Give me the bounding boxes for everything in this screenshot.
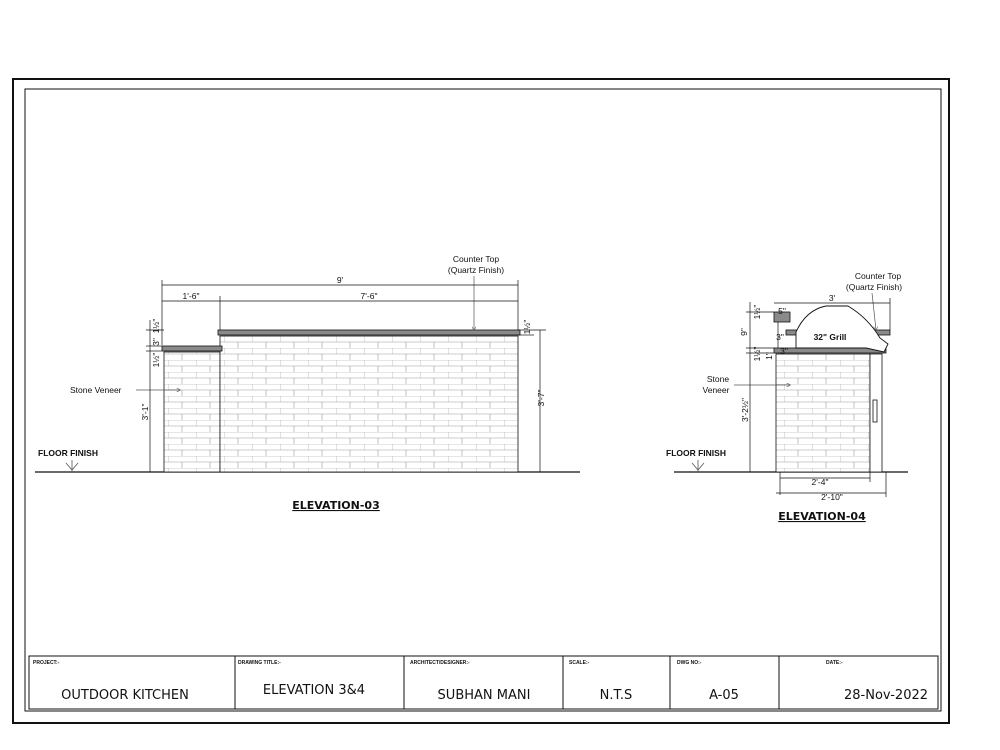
dim-slab-right: 1½" <box>522 319 532 335</box>
dim-3a: 3" <box>776 332 784 342</box>
title-block <box>29 656 938 709</box>
elevation-03 <box>35 254 580 512</box>
grill-label: 32" Grill <box>813 332 847 342</box>
scale-head: SCALE:- <box>569 660 590 666</box>
stone-veneer-label: Stone Veneer <box>70 385 122 395</box>
stone-veneer-label-2: Stone <box>706 374 730 384</box>
architect-head: ARCHITECT/DESIGNER:- <box>410 660 470 666</box>
floor-finish-label-2: FLOOR FINISH <box>666 448 726 458</box>
counter-top-label-line1: Counter Top <box>452 254 500 264</box>
dwg-head: DWG NO:- <box>677 660 702 666</box>
dim-slab-top-left: 1½" <box>151 318 161 334</box>
dim-inner-width: 2'-4" <box>811 477 829 487</box>
dim-1: 1" <box>764 352 774 360</box>
door-handle <box>873 400 877 422</box>
counter-top-label-2-line1: Counter Top <box>854 271 902 281</box>
floor-finish-label: FLOOR FINISH <box>38 448 98 458</box>
high-wall <box>220 336 518 472</box>
dim-step-height: 3" <box>151 338 161 346</box>
elevation-03-title: ELEVATION-03 <box>292 499 380 512</box>
dim-high-wall-height: 3'-7" <box>536 389 546 407</box>
date-head: DATE:- <box>826 660 843 666</box>
dim-left-width: 1'-6" <box>182 291 200 301</box>
dim-low-wall-height: 3'-1" <box>140 403 150 421</box>
dim-3b: 3" <box>780 346 788 356</box>
dim-slab-top-2: 1½" <box>752 304 762 320</box>
dim-9: 9" <box>739 328 749 336</box>
dim-outer-width: 2'-10" <box>821 492 843 502</box>
counter-top-label-2-line2: (Quartz Finish) <box>845 282 903 292</box>
elevation-04 <box>666 271 908 523</box>
low-wall <box>164 352 220 472</box>
dim-total-width: 9' <box>336 275 344 285</box>
drawing-title-value: ELEVATION 3&4 <box>262 683 366 698</box>
counter-low <box>162 346 222 351</box>
stone-veneer-label-2b: Veneer <box>702 385 730 395</box>
dim-slab-left: 1½" <box>151 352 161 368</box>
counter-top-label-line2: (Quartz Finish) <box>447 265 505 275</box>
scale-value: N.T.S <box>599 688 633 703</box>
dim-slab-2: 1½" <box>752 346 762 362</box>
date-value: 28-Nov-2022 <box>843 688 929 703</box>
drawing-title-head: DRAWING TITLE:- <box>238 660 281 666</box>
architect-value: SUBHAN MANI <box>437 688 531 703</box>
wall-side <box>776 354 870 472</box>
elevation-04-title: ELEVATION-04 <box>778 510 866 523</box>
counter-high <box>218 330 520 335</box>
dwg-value: A-05 <box>709 688 739 703</box>
dim-height-2: 3'-2½" <box>740 397 750 423</box>
dim-top-width-2: 3' <box>828 293 836 303</box>
dim-right-width: 7'-6" <box>360 291 378 301</box>
dim-5: 5" <box>778 306 786 316</box>
project-head: PROJECT:- <box>33 660 60 666</box>
project-value: OUTDOOR KITCHEN <box>61 688 189 703</box>
